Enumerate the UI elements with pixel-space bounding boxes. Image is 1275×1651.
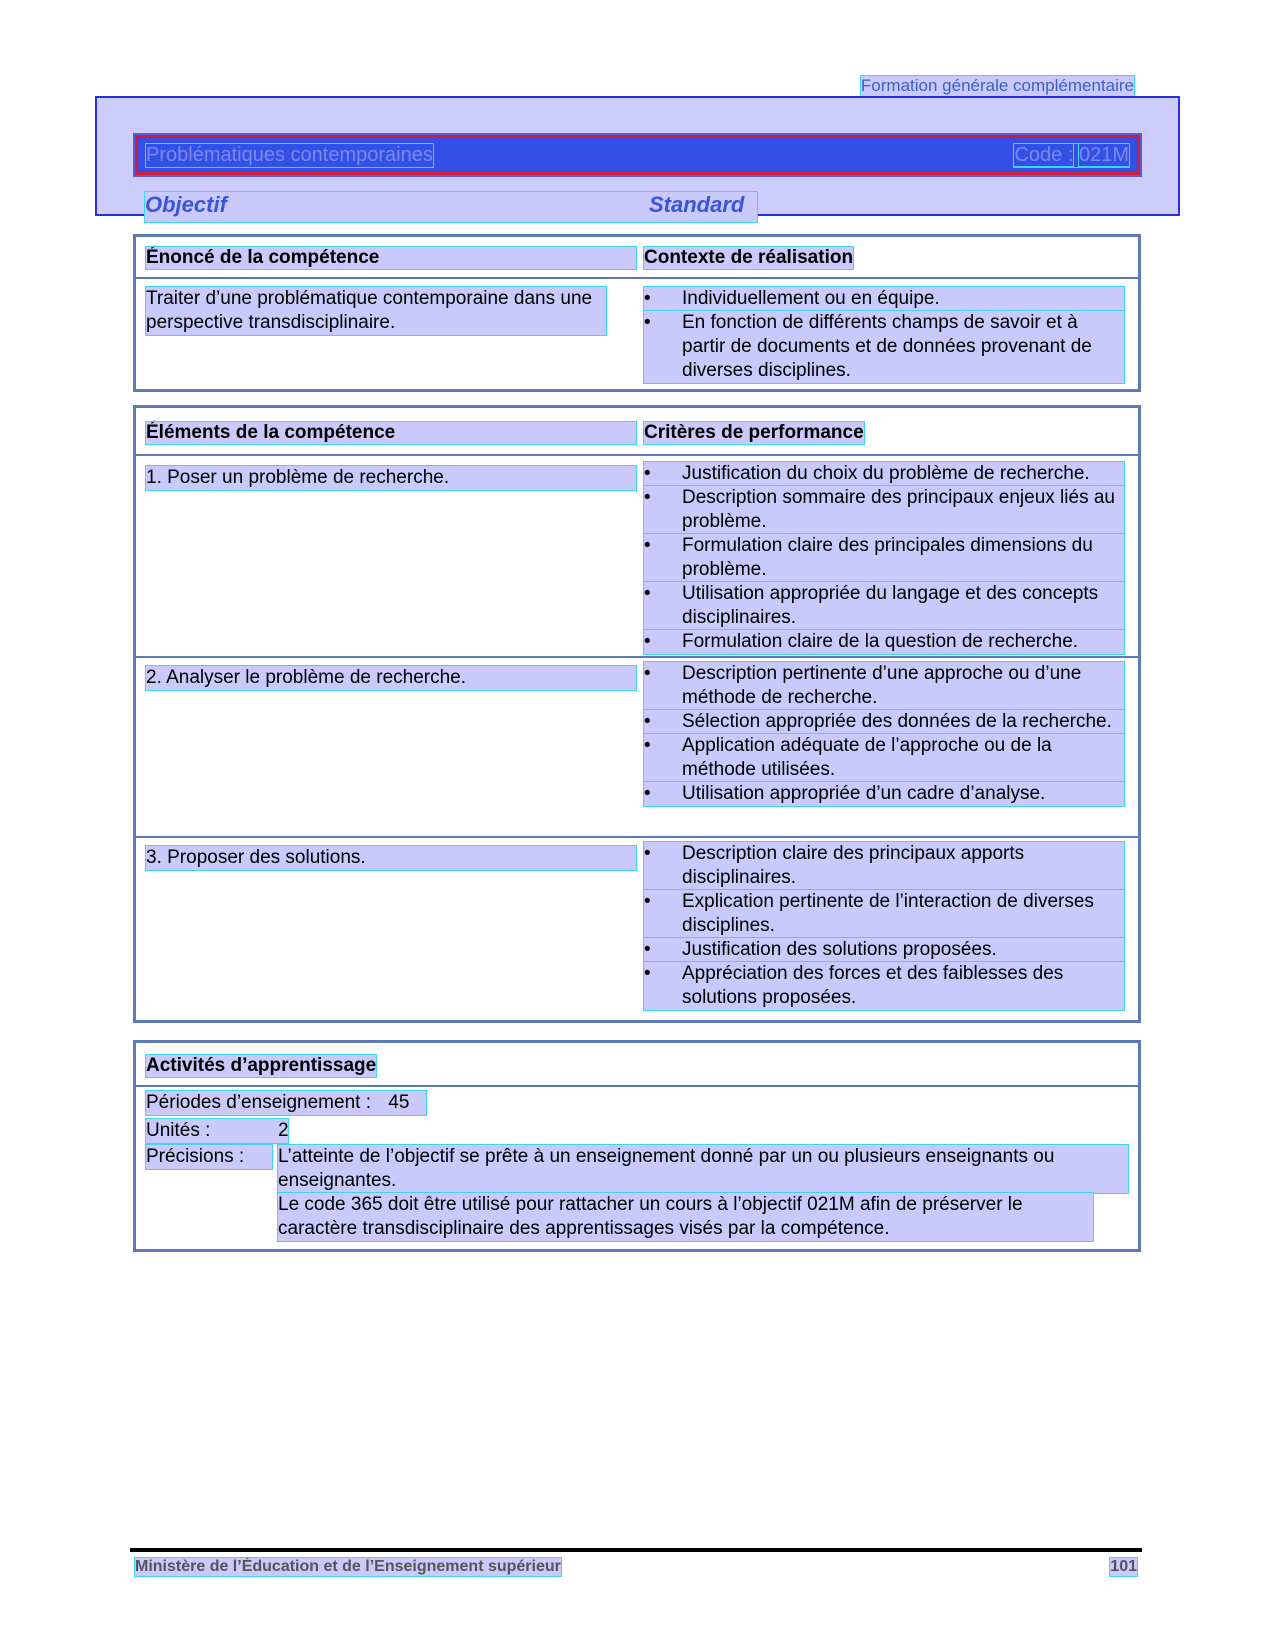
course-title: Problématiques contemporaines [146, 143, 433, 166]
activites-header: Activités d’apprentissage [146, 1055, 377, 1076]
unites-value: 2 [278, 1120, 289, 1141]
periodes-line [146, 1091, 426, 1115]
criteria-list [644, 842, 1124, 1010]
element-row-2 [136, 658, 1138, 838]
precisions-text-1: L’atteinte de l’objectif se prête à un enseignement donné par un ou plusieurs enseignants ou enseignantes. [278, 1145, 1128, 1193]
enonce-header: Énoncé de la compétence [146, 247, 636, 269]
element-row-1 [136, 456, 1138, 658]
elements-header: Éléments de la compétence [146, 422, 636, 444]
enonce-text: Traiter d’une problématique contemporaine dans une perspective transdisciplinaire. [146, 287, 606, 335]
criteria-list [644, 462, 1124, 654]
periodes-value: 45 [388, 1092, 410, 1113]
criterion: • Formulation claire de la question de recherche. [644, 630, 1124, 654]
element-label: 3. Proposer des solutions. [146, 846, 636, 870]
course-title-bar [135, 135, 1140, 175]
contexte-header: Contexte de réalisation [644, 247, 854, 268]
contexte-item: • Individuellement ou en équipe. [644, 287, 1124, 311]
element-label: 1. Poser un problème de recherche. [146, 466, 636, 490]
contexte-list [644, 287, 1124, 383]
competence-box [133, 234, 1141, 392]
footer-ministry: Ministère de l’Éducation et de l’Enseignement supérieur [135, 1558, 561, 1575]
activites-header-row [136, 1043, 1138, 1087]
elements-box [133, 405, 1141, 1023]
course-code: Code : 021M [1014, 143, 1129, 166]
criterion: • Explication pertinente de l’interaction de diverses disciplines. [644, 890, 1124, 938]
competence-body-row [136, 279, 1138, 389]
unites-label: Unités : [146, 1119, 288, 1143]
standard-heading: Standard [649, 192, 745, 217]
criterion: • Formulation claire des principales dimensions du problème. [644, 534, 1124, 582]
criterion: • Description claire des principaux apports disciplinaires. [644, 842, 1124, 890]
footer-rule [130, 1548, 1142, 1552]
competence-header-row [136, 237, 1138, 279]
precisions-text-2: Le code 365 doit être utilisé pour rattacher un cours à l’objectif 021M afin de préserver le caractère transdisciplinaire des apprentissages visés par la compétence. [278, 1193, 1093, 1241]
objectif-standard-row [145, 192, 757, 222]
precisions-label: Précisions : [146, 1145, 272, 1169]
criterion: • Description sommaire des principaux enjeux liés au problème. [644, 486, 1124, 534]
criterion: • Application adéquate de l’approche ou de la méthode utilisées. [644, 734, 1124, 782]
page-number: 101 [1110, 1558, 1137, 1575]
objectif-heading: Objectif [145, 192, 227, 217]
criterion: • Justification des solutions proposées. [644, 938, 1124, 962]
elements-header-row [136, 408, 1138, 456]
criterion: • Description pertinente d’une approche ou d’une méthode de recherche. [644, 662, 1124, 710]
criterion: • Sélection appropriée des données de la recherche. [644, 710, 1124, 734]
element-row-3 [136, 838, 1138, 1020]
criterion: • Utilisation appropriée du langage et des concepts disciplinaires. [644, 582, 1124, 630]
criteria-list [644, 662, 1124, 806]
activites-box [133, 1040, 1141, 1252]
criterion: • Appréciation des forces et des faiblesses des solutions proposées. [644, 962, 1124, 1010]
criterion: • Utilisation appropriée d’un cadre d’analyse. [644, 782, 1124, 806]
element-label: 2. Analyser le problème de recherche. [146, 666, 636, 690]
periodes-label: Périodes d’enseignement : [146, 1092, 371, 1113]
contexte-item: • En fonction de différents champs de savoir et à partir de documents et de données provenant de diverses disciplines. [644, 311, 1124, 383]
criteres-header: Critères de performance [644, 422, 864, 443]
criterion: • Justification du choix du problème de recherche. [644, 462, 1124, 486]
activites-body-row [136, 1087, 1138, 1249]
program-label: Formation générale complémentaire [860, 76, 1134, 95]
